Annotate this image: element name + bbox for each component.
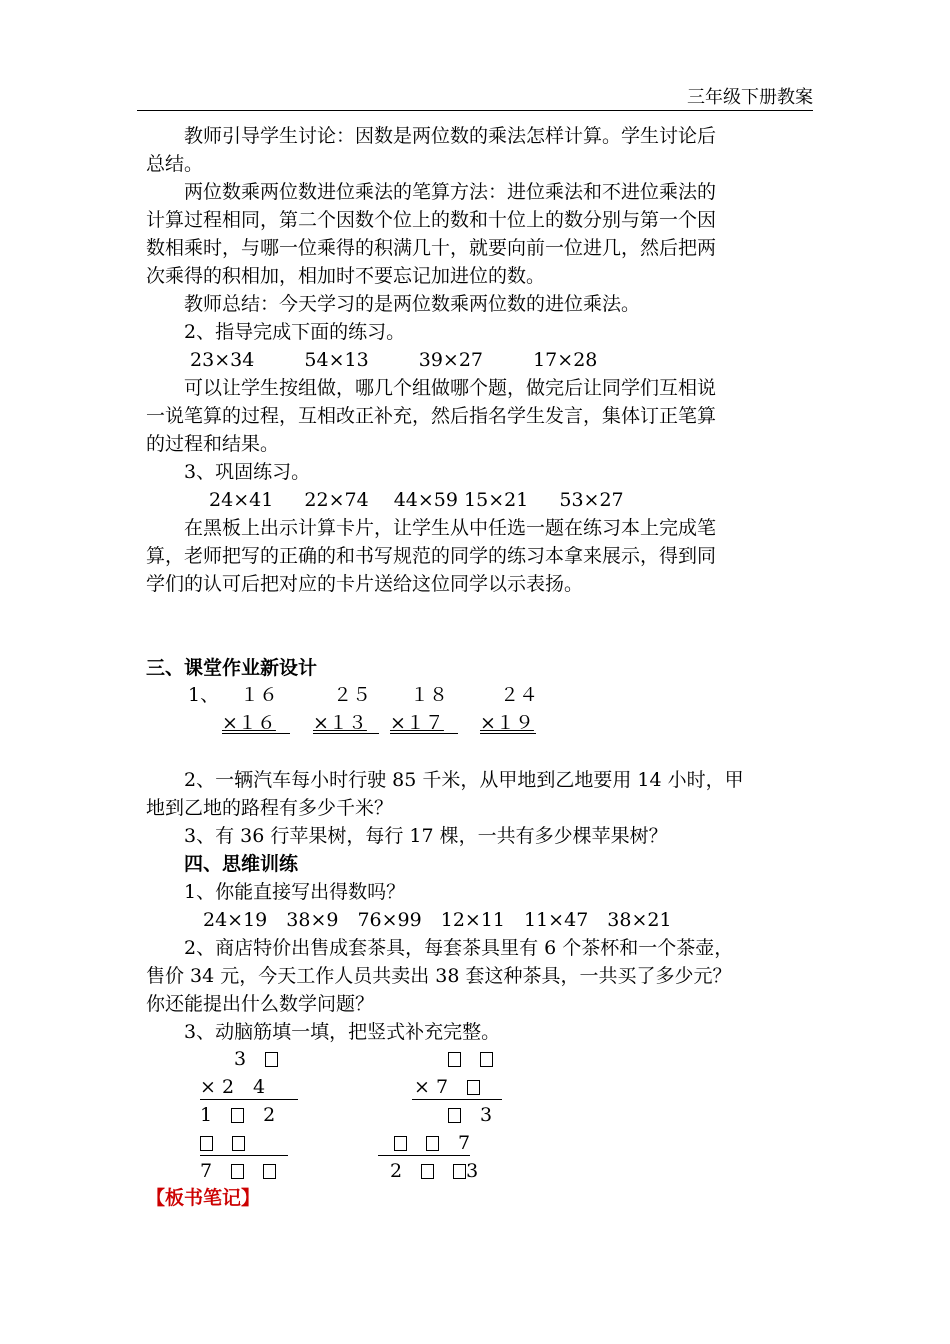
puzzle-a-row3 <box>200 1102 275 1128</box>
blank-box[interactable] <box>426 1136 439 1151</box>
text-line: 的过程和结果。 <box>146 433 280 455</box>
blank-box[interactable] <box>467 1080 480 1095</box>
text-line: 一说笔算的过程，互相改正补充，然后指名学生发言，集体订正笔算 <box>146 405 717 427</box>
blank-box[interactable] <box>231 1164 244 1179</box>
puzzle-b-row3 <box>448 1102 492 1128</box>
blank-box[interactable] <box>200 1136 213 1151</box>
exercise-expressions: 24×19 38×9 76×99 12×11 11×47 38×21 <box>146 909 672 931</box>
text-line: 算，老师把写的正确的和书写规范的同学的练习本拿来展示，得到同 <box>146 545 717 567</box>
blank-box[interactable] <box>448 1052 461 1067</box>
multiplicand: ２４ <box>500 684 539 706</box>
text-line: 数相乘时，与哪一位乘得的积满几十，就要向前一位进几，然后把两 <box>146 237 717 259</box>
text-line: 你还能提出什么数学问题？ <box>146 993 375 1015</box>
digit: 2 <box>263 1104 276 1126</box>
multiplicand: １８ <box>410 684 449 706</box>
digit: 3 <box>466 1160 479 1182</box>
digit: 7 <box>458 1132 471 1154</box>
blank-box[interactable] <box>232 1136 245 1151</box>
underline <box>200 1155 288 1156</box>
text-line: 3、巩固练习。 <box>146 461 311 483</box>
text-line: 次乘得的积相加，相加时不要忘记加进位的数。 <box>146 265 546 287</box>
text-line: 售价 34 元，今天工作人员共卖出 38 套这种茶具，一共买了多少元？ <box>146 965 732 987</box>
puzzle-a-row4 <box>200 1130 245 1156</box>
text-line: 在黑板上出示计算卡片，让学生从中任选一题在练习本上完成笔 <box>146 517 717 539</box>
multiplicand: ２５ <box>333 684 372 706</box>
multiplier: ×１３ <box>313 712 367 734</box>
text-line: 2、一辆汽车每小时行驶 85 千米，从甲地到乙地要用 14 小时，甲 <box>146 769 744 791</box>
text-line: 教师引导学生讨论：因数是两位数的乘法怎样计算。学生讨论后 <box>146 125 717 147</box>
puzzle-b-row1 <box>448 1046 493 1072</box>
blank-box[interactable] <box>394 1136 407 1151</box>
question-label: 1、 <box>188 684 220 706</box>
digit: 1 <box>200 1104 213 1126</box>
text-line: 2、商店特价出售成套茶具，每套茶具里有 6 个茶杯和一个茶壶， <box>146 937 734 959</box>
puzzle-b-row2 <box>414 1074 480 1100</box>
blank-box[interactable] <box>263 1164 276 1179</box>
page-header: 三年级下册教案 <box>137 86 813 111</box>
blank-box[interactable] <box>231 1108 244 1123</box>
blank-box[interactable] <box>448 1108 461 1123</box>
puzzle-a-row5 <box>200 1158 276 1184</box>
text-line: 教师总结：今天学习的是两位数乘两位数的进位乘法。 <box>146 293 641 315</box>
blank-box[interactable] <box>453 1164 466 1179</box>
puzzle-b-row4 <box>394 1130 470 1156</box>
text-line: 可以让学生按组做，哪几个组做哪个题，做完后让同学们互相说 <box>146 377 717 399</box>
operator: × 7 <box>414 1076 449 1098</box>
underline <box>412 1099 502 1100</box>
text-line: 3、有 36 行苹果树，每行 17 棵，一共有多少棵苹果树？ <box>146 825 668 847</box>
digit: 3 <box>234 1048 247 1070</box>
blank-box[interactable] <box>480 1052 493 1067</box>
text-line: 两位数乘两位数进位乘法的笔算方法：进位乘法和不进位乘法的 <box>146 181 717 203</box>
digit: 3 <box>480 1104 493 1126</box>
exercise-expressions: 23×34 54×13 39×27 17×28 <box>146 349 598 371</box>
text-line: 学们的认可后把对应的卡片送给这位同学以示表扬。 <box>146 573 584 595</box>
blank-box[interactable] <box>265 1052 278 1067</box>
multiplier: ×１７ <box>390 712 444 734</box>
text-line: 3、动脑筋填一填，把竖式补充完整。 <box>146 1021 501 1043</box>
text-line: 计算过程相同，第二个因数个位上的数和十位上的数分别与第一个因 <box>146 209 717 231</box>
text-line: 1、你能直接写出得数吗？ <box>146 881 406 903</box>
underline <box>222 733 290 734</box>
puzzle-b-row5 <box>390 1158 478 1184</box>
exercise-expressions: 24×41 22×74 44×59 15×21 53×27 <box>146 489 624 511</box>
text-line: 2、指导完成下面的练习。 <box>146 321 406 343</box>
text-line: 总结。 <box>146 153 204 175</box>
multiplier: ×１９ <box>480 712 534 734</box>
underline <box>313 733 379 734</box>
board-notes-heading: 【板书笔记】 <box>146 1187 261 1209</box>
underline <box>390 733 458 734</box>
underline <box>200 1099 298 1100</box>
puzzle-a-row1 <box>234 1046 278 1072</box>
multiplier: ×１６ <box>222 712 276 734</box>
underline <box>480 733 536 734</box>
puzzle-a-row2: × 2 4 <box>200 1076 266 1098</box>
digit: 2 <box>390 1160 403 1182</box>
digit: 7 <box>200 1160 213 1182</box>
blank-box[interactable] <box>421 1164 434 1179</box>
text-line: 地到乙地的路程有多少千米？ <box>146 797 394 819</box>
multiplicand: １６ <box>240 684 279 706</box>
section-title: 三、课堂作业新设计 <box>146 657 318 679</box>
underline <box>378 1155 470 1156</box>
section-title: 四、思维训练 <box>146 853 299 875</box>
